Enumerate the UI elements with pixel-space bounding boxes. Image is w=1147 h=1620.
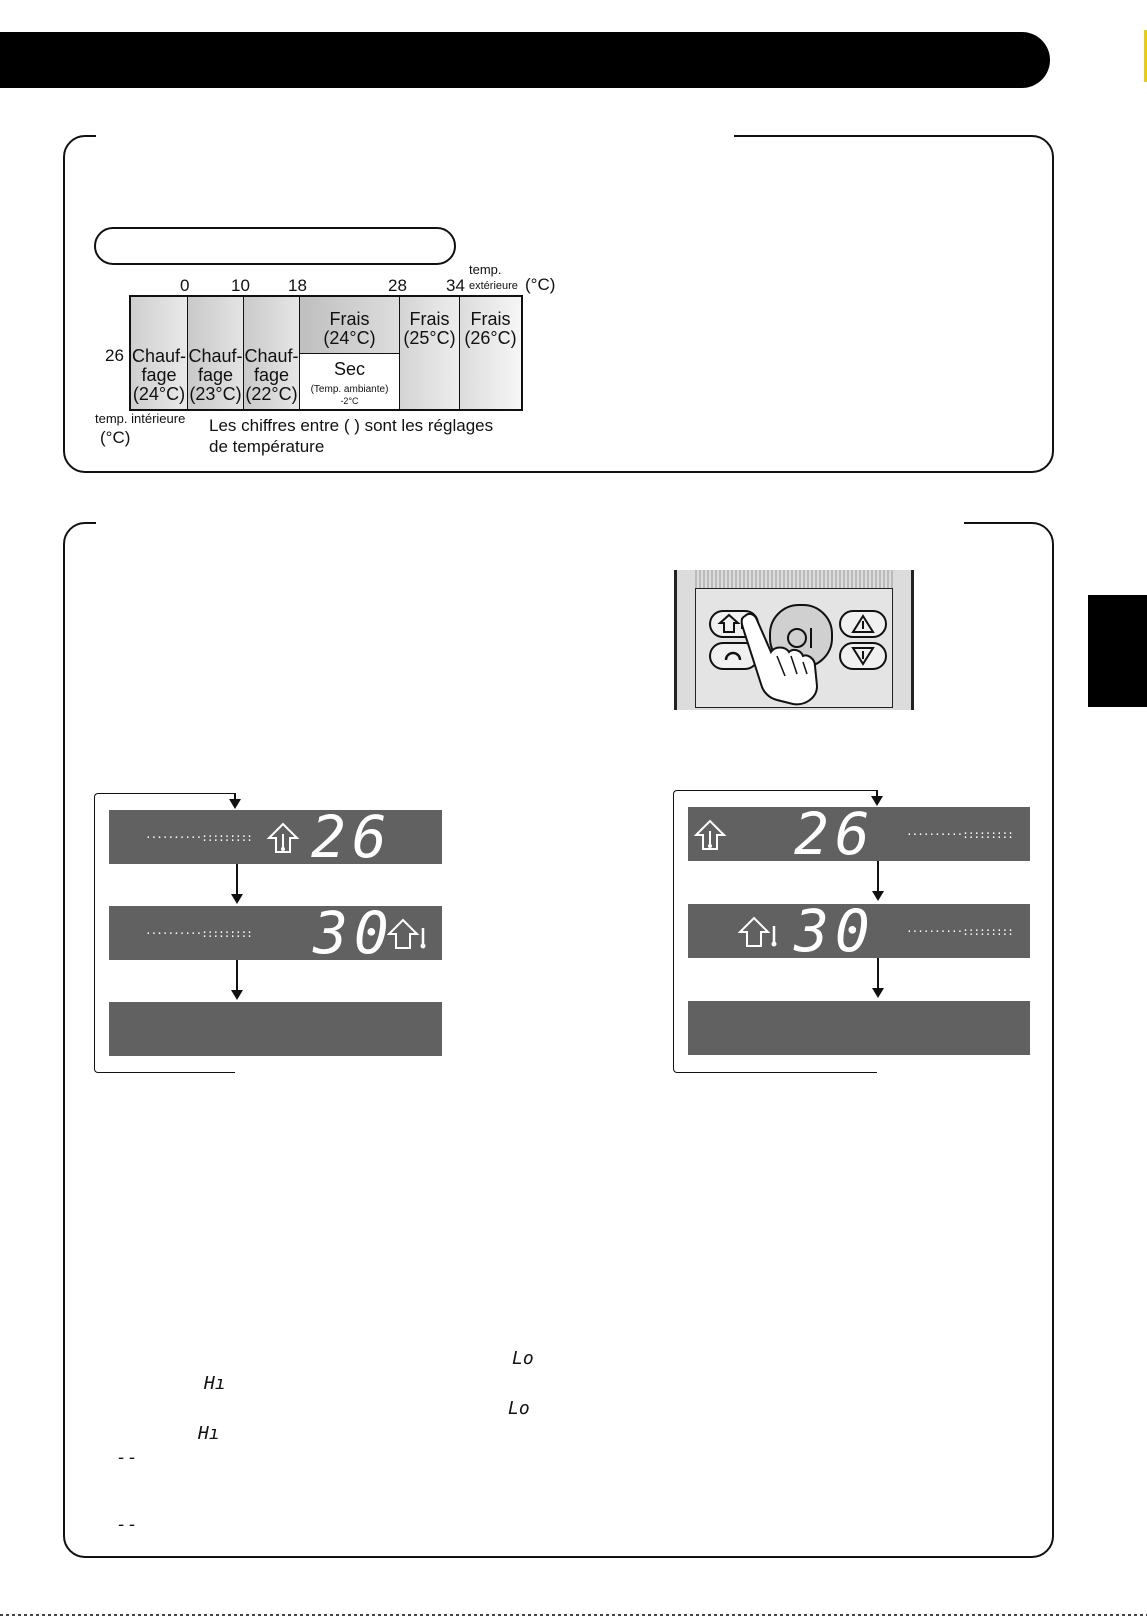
segment-lo: Lo bbox=[512, 1348, 534, 1369]
grid-cell-heating-1: Chauf- fage (24°C) bbox=[131, 297, 188, 409]
grid-cell-heating-2: Chauf- fage (23°C) bbox=[188, 297, 244, 409]
display-left-1: ··········::::::::: 26 bbox=[109, 810, 442, 864]
axis-tick: 0 bbox=[180, 276, 190, 295]
grid-cell-cool-24: Frais (24°C) bbox=[300, 297, 400, 354]
grid-cell-heating-3: Chauf- fage (22°C) bbox=[244, 297, 300, 409]
segment-dash: -- bbox=[116, 1514, 138, 1535]
display-right-1: 26 ··········::::::::: bbox=[688, 807, 1030, 861]
indoor-value: 26 bbox=[105, 346, 124, 365]
axis-tick: 10 bbox=[231, 276, 250, 295]
display-digits: 30 bbox=[794, 897, 876, 965]
segment-dash: -- bbox=[116, 1447, 138, 1468]
outdoor-axis-unit: (°C) bbox=[525, 275, 556, 294]
triangle-up-icon bbox=[841, 612, 885, 636]
display-digits: 26 bbox=[794, 800, 876, 868]
display-digits: 26 bbox=[311, 803, 393, 871]
temperature-down-button[interactable] bbox=[839, 642, 887, 670]
indoor-axis-label: temp. intérieure bbox=[95, 411, 186, 426]
house-thermometer-icon bbox=[387, 916, 431, 952]
indoor-axis-unit: (°C) bbox=[100, 428, 131, 447]
grid-cell-cool-25: Frais (25°C) bbox=[400, 297, 460, 409]
display-left-2: ··········::::::::: 30 bbox=[109, 906, 442, 960]
temperature-grid bbox=[129, 295, 523, 411]
flow-arrow bbox=[229, 799, 241, 809]
header-bar bbox=[0, 32, 1050, 88]
axis-tick: 28 bbox=[388, 276, 407, 295]
display-digits: 30 bbox=[313, 899, 395, 967]
page-bottom-rule bbox=[0, 1614, 1147, 1616]
house-thermometer-icon bbox=[738, 914, 782, 950]
chapter-tab bbox=[1088, 595, 1147, 707]
house-thermometer-up-icon bbox=[692, 817, 728, 853]
flow-arrow bbox=[231, 894, 243, 904]
remote-control bbox=[674, 570, 914, 710]
display-left-3 bbox=[109, 1002, 442, 1056]
grid-cell-dry: Sec (Temp. ambiante) -2°C bbox=[300, 354, 400, 409]
chart-note: Les chiffres entre ( ) sont les réglages bbox=[209, 416, 494, 435]
display-right-3 bbox=[688, 1001, 1030, 1055]
outdoor-axis-label: temp. bbox=[469, 262, 502, 277]
flow-arrow bbox=[872, 988, 884, 998]
temperature-up-button[interactable] bbox=[839, 610, 887, 638]
segment-hi: Hı bbox=[198, 1423, 220, 1444]
segment-lo: Lo bbox=[508, 1398, 530, 1419]
display-right-2: 30 ··········::::::::: bbox=[688, 904, 1030, 958]
segment-hi: Hı bbox=[204, 1373, 226, 1394]
axis-tick: 18 bbox=[288, 276, 307, 295]
chart-heading-pill bbox=[94, 227, 456, 265]
chart-note-2: de température bbox=[209, 437, 325, 456]
axis-tick: 34 bbox=[446, 276, 465, 295]
triangle-down-icon bbox=[841, 644, 885, 668]
pointing-hand-icon bbox=[737, 608, 827, 708]
grid-cell-cool-26: Frais (26°C) bbox=[460, 297, 521, 409]
outdoor-axis-label-2: extérieure bbox=[469, 280, 518, 292]
house-thermometer-up-icon bbox=[265, 820, 301, 856]
flow-arrow bbox=[231, 990, 243, 1000]
